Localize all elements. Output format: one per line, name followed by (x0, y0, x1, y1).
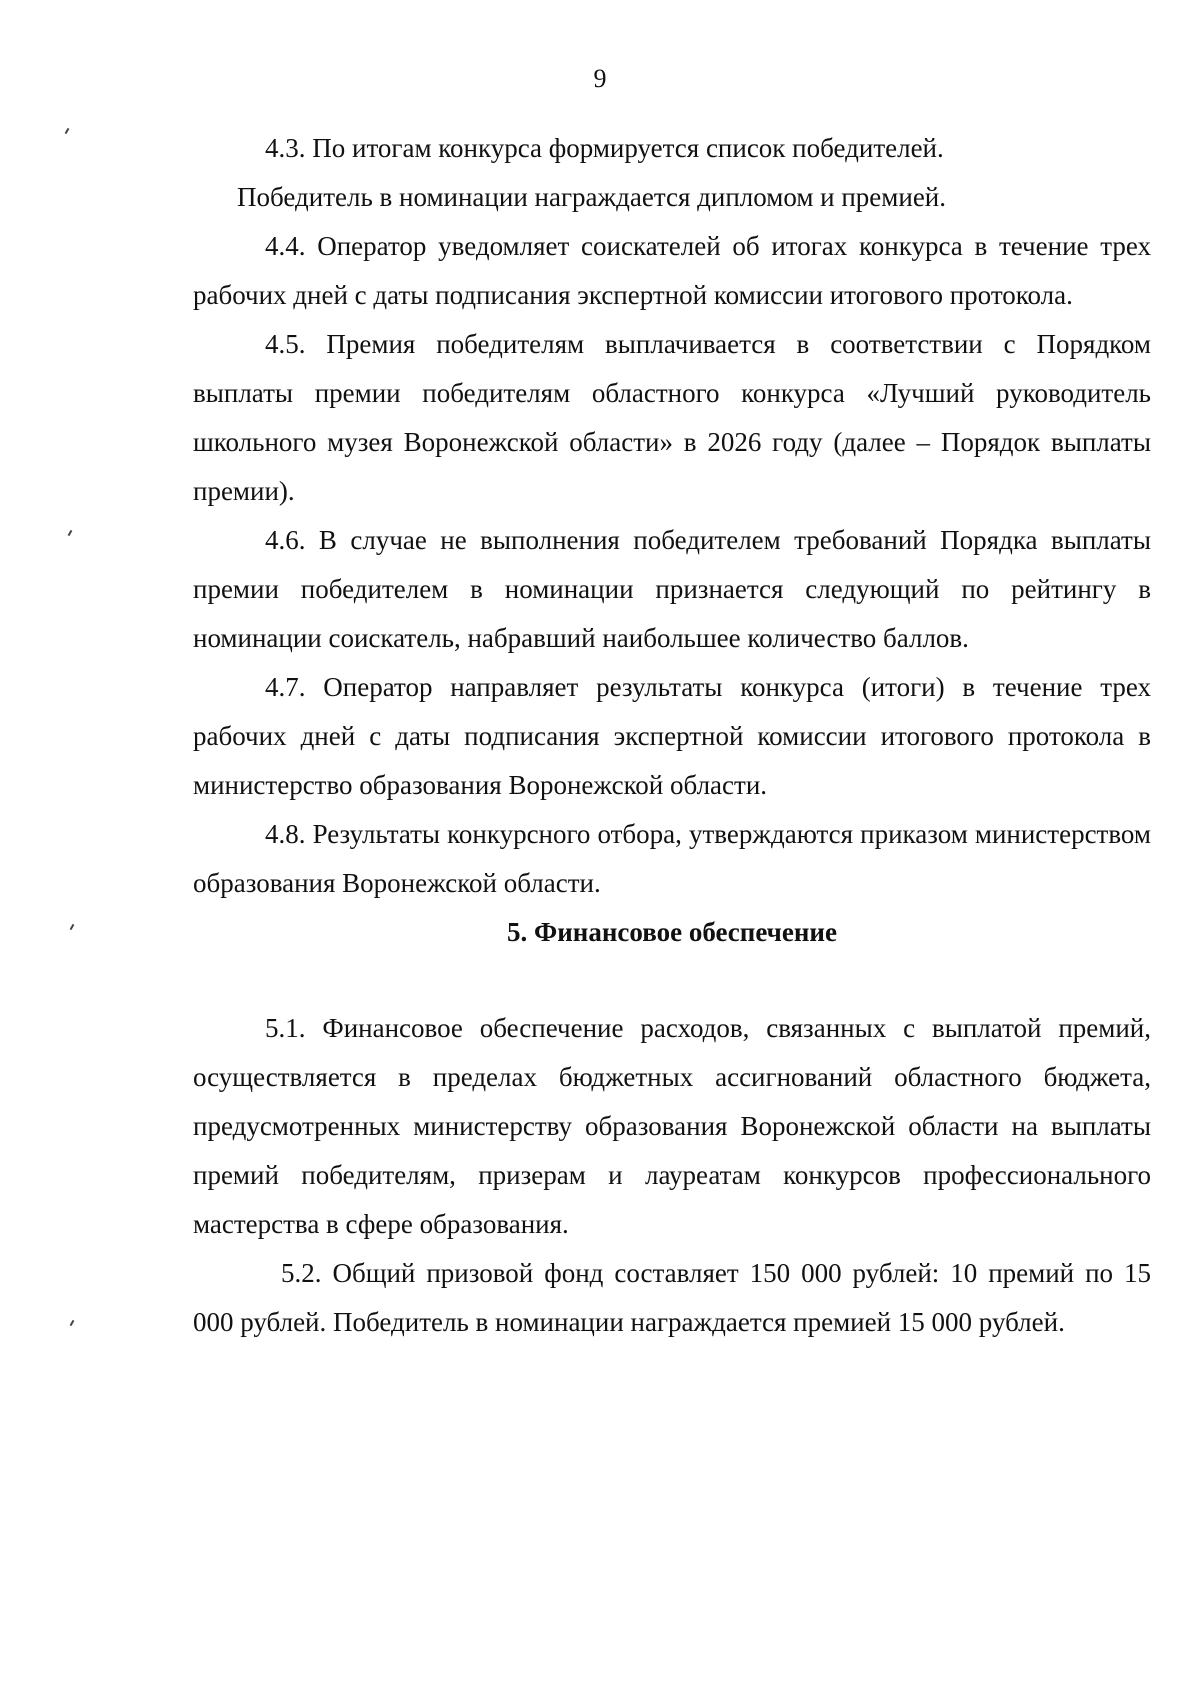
paragraph-4-4: 4.4. Оператор уведомляет соискателей об итогах конкурса в течение трех рабочих дней с даты подписания экспертной комиссии итогового протокола. (193, 231, 1151, 310)
margin-mark (70, 924, 75, 930)
page-number: 9 (593, 64, 607, 93)
margin-mark (70, 1320, 75, 1326)
paragraph-winner-award: Победитель в номинации награждается дипломом и премией. (237, 182, 947, 212)
document-body (193, 124, 1151, 1347)
paragraph-4-8: 4.8. Результаты конкурсного отбора, утверждаются приказом министерством образования Воронежской области. (193, 819, 1151, 898)
paragraph-5-2: 5.2. Общий призовой фонд составляет 150 000 рублей: 10 премий по 15 000 рублей. Победитель в номинации награждается премией 15 000 рублей. (193, 1258, 1151, 1337)
paragraph-4-7: 4.7. Оператор направляет результаты конкурса (итоги) в течение трех рабочих дней с даты подписания экспертной комиссии итогового протокола в министерство образования Воронежской области. (193, 672, 1151, 800)
paragraph-4-5: 4.5. Премия победителям выплачивается в соответствии с Порядком выплаты премии победителям областного конкурса «Лучший руководитель школьного музея Воронежской области» в 2026 году (далее – Порядок выплаты премии). (193, 329, 1151, 506)
margin-mark (65, 128, 70, 134)
paragraph-4-6: 4.6. В случае не выполнения победителем требований Порядка выплаты премии победителем в номинации признается следующий по рейтингу в номинации соискатель, набравший наибольшее количество баллов. (193, 525, 1151, 653)
section-5-heading: 5. Финансовое обеспечение (507, 917, 837, 947)
margin-mark (68, 530, 73, 536)
paragraph-4-3: 4.3. По итогам конкурса формируется список победителей. (265, 133, 944, 163)
paragraph-5-1: 5.1. Финансовое обеспечение расходов, связанных с выплатой премий, осуществляется в пределах бюджетных ассигнований областного бюджета, предусмотренных министерству образования Воронежской области на выплаты премий победителям, призерам и лауреатам конкурсов профессионального мастерства в сфере образования. (193, 1013, 1151, 1239)
